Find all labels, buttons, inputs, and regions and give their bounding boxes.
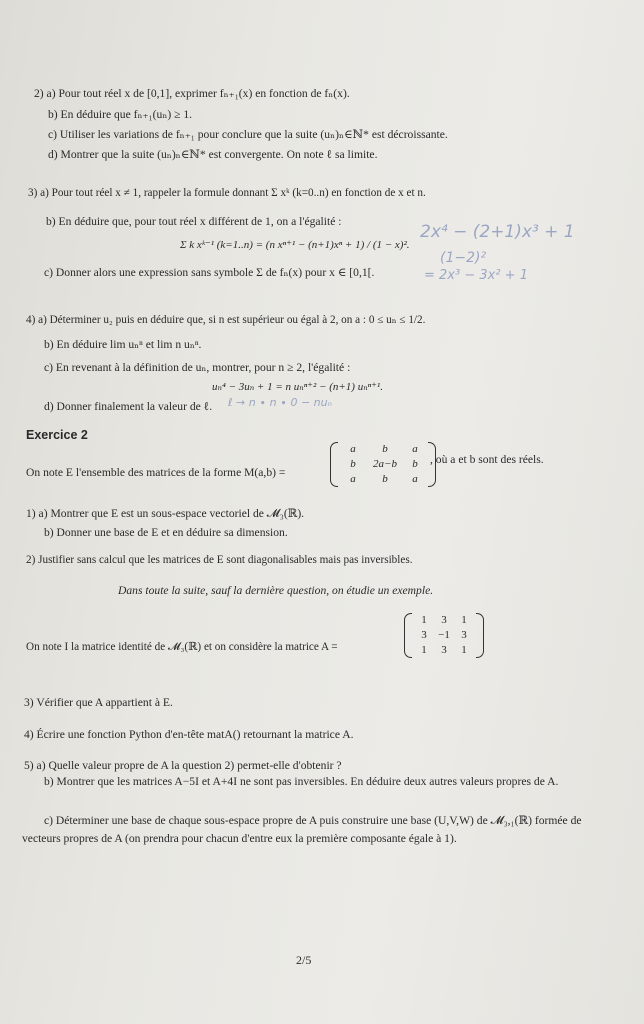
- formula-3b: Σ k xᵏ⁻¹ (k=1..n) = (n xⁿ⁺¹ − (n+1)xⁿ + 1) / (1 − x)².: [180, 239, 410, 251]
- question-4c: c) En revenant à la définition de uₙ, montrer, pour n ≥ 2, l'égalité :: [44, 361, 351, 374]
- matrix-cell: a: [412, 443, 418, 455]
- matrix-cell: 1: [421, 644, 427, 656]
- exercise-2-note: Dans toute la suite, sauf la dernière question, on étudie un exemple.: [118, 584, 434, 597]
- exercise-2-q3: 3) Vérifier que A appartient à E.: [24, 696, 173, 709]
- matrix-cell: 2a−b: [373, 458, 397, 470]
- matrix-cell: 3: [441, 644, 447, 656]
- matrix-A: [404, 613, 484, 658]
- handwritten-note-3: = 2x³ − 3x² + 1: [424, 268, 528, 283]
- matrix-cell: −1: [438, 629, 450, 641]
- formula-4c: uₙ⁴ − 3uₙ + 1 = n uₙⁿ⁺² − (n+1) uₙⁿ⁺¹.: [212, 381, 383, 393]
- matrix-A-cells: [412, 613, 476, 658]
- exercise-2-matrix-A-intro: On note I la matrice identité de 𝓜₃(ℝ) et on considère la matrice A =: [26, 641, 338, 653]
- matrix-cell: a: [350, 443, 356, 455]
- exercise-2-q2: 2) Justifier sans calcul que les matrices de E sont diagonalisables mais pas inversibles.: [26, 554, 413, 566]
- question-4d: d) Donner finalement la valeur de ℓ.: [44, 400, 213, 413]
- matrix-cell: b: [382, 443, 388, 455]
- exercise-2-q4: 4) Écrire une fonction Python d'en-tête matA() retournant la matrice A.: [24, 728, 354, 741]
- exercise-2-title: Exercice 2: [26, 428, 88, 442]
- handwritten-note-4: ℓ → n ∙ n ∙ 0 − nuₙ: [228, 396, 332, 409]
- matrix-cell: b: [382, 473, 388, 485]
- matrix-cell: 1: [421, 614, 427, 626]
- matrix-cell: b: [412, 458, 418, 470]
- exercise-2-q5a: 5) a) Quelle valeur propre de A la question 2) permet-elle d'obtenir ?: [24, 759, 342, 772]
- exercise-2-intro: On note E l'ensemble des matrices de la forme M(a,b) =: [26, 466, 286, 479]
- matrix-M-cells: [338, 442, 428, 487]
- matrix-cell: a: [350, 473, 356, 485]
- bracket-right: [476, 613, 484, 658]
- handwritten-note-2: (1−2)²: [440, 250, 487, 266]
- matrix-cell: a: [412, 473, 418, 485]
- exercise-2-q5b: b) Montrer que les matrices A−5I et A+4I ne sont pas inversibles. En déduire deux autres valeurs propres de A.: [44, 775, 559, 788]
- matrix-cell: b: [350, 458, 356, 470]
- handwritten-note-1: 2x⁴ − (2+1)x³ + 1: [420, 222, 575, 242]
- question-3c: c) Donner alors une expression sans symbole Σ de fₙ(x) pour x ∈ [0,1[.: [44, 266, 375, 279]
- matrix-cell: 3: [441, 614, 447, 626]
- exercise-2-q5c: c) Déterminer une base de chaque sous-espace propre de A puis construire une base (U,V,W) de 𝓜₃,₁(ℝ) formée de vecteurs propres de A (on prendra pour chacun d'entre eux la première composante égale à 1).: [22, 814, 582, 845]
- matrix-cell: 1: [461, 644, 467, 656]
- page-number: 2/5: [296, 953, 312, 967]
- bracket-left: [330, 442, 338, 487]
- question-2a: 2) a) Pour tout réel x de [0,1], exprimer fₙ₊₁(x) en fonction de fₙ(x).: [34, 87, 350, 100]
- question-4a: 4) a) Déterminer u₂ puis en déduire que, si n est supérieur ou égal à 2, on a : 0 ≤ uₙ ≤ 1/2.: [26, 314, 426, 326]
- matrix-cell: 1: [461, 614, 467, 626]
- matrix-cell: 3: [461, 629, 467, 641]
- exercise-2-q1a: 1) a) Montrer que E est un sous-espace vectoriel de 𝓜₃(ℝ).: [26, 507, 305, 520]
- question-2b: b) En déduire que fₙ₊₁(uₙ) ≥ 1.: [48, 108, 193, 121]
- question-2d: d) Montrer que la suite (uₙ)ₙ∈ℕ* est convergente. On note ℓ sa limite.: [48, 148, 378, 161]
- bracket-left: [404, 613, 412, 658]
- matrix-cell: 3: [421, 629, 427, 641]
- question-3a: 3) a) Pour tout réel x ≠ 1, rappeler la formule donnant Σ xᵏ (k=0..n) en fonction de x et n.: [28, 187, 426, 199]
- exercise-2-q1b: b) Donner une base de E et en déduire sa dimension.: [44, 526, 288, 539]
- question-3b: b) En déduire que, pour tout réel x différent de 1, on a l'égalité :: [46, 215, 342, 228]
- question-4b: b) En déduire lim uₙⁿ et lim n uₙⁿ.: [44, 338, 202, 351]
- exercise-2-intro-end: , où a et b sont des réels.: [430, 453, 544, 466]
- matrix-M: [330, 442, 436, 487]
- question-2c: c) Utiliser les variations de fₙ₊₁ pour conclure que la suite (uₙ)ₙ∈ℕ* est décroissante.: [48, 128, 448, 141]
